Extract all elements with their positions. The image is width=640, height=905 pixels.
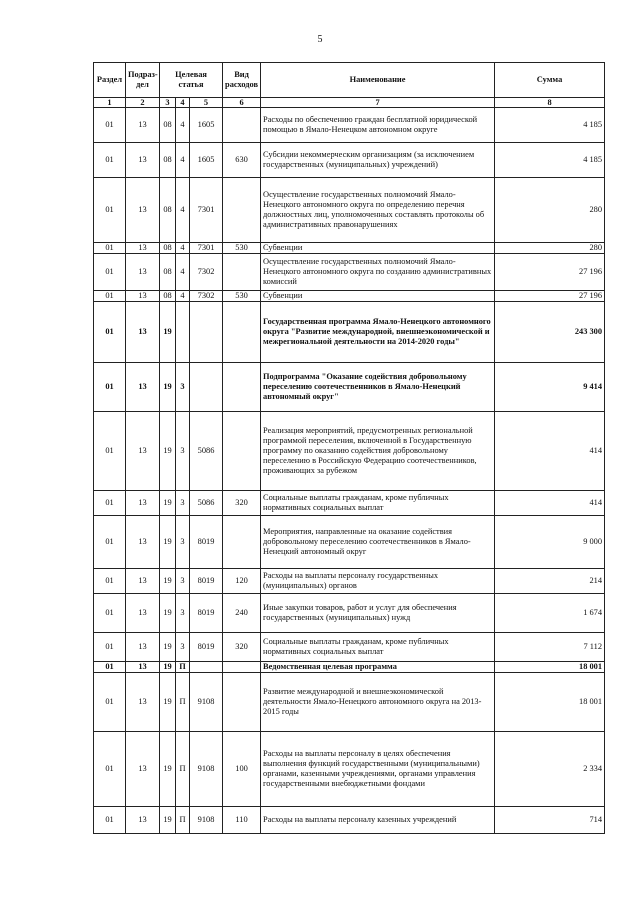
cell-summa: 414 bbox=[495, 412, 605, 491]
cell-podrazdel: 13 bbox=[126, 108, 160, 143]
cell-celevaya-code: 7302 bbox=[190, 254, 223, 291]
column-number: 2 bbox=[126, 98, 160, 108]
cell-celevaya-program: 19 bbox=[160, 633, 176, 662]
cell-celevaya-code: 1605 bbox=[190, 108, 223, 143]
cell-vid-rashodov: 320 bbox=[223, 491, 261, 516]
cell-razdel: 01 bbox=[94, 178, 126, 243]
header-podrazdel: Подраз-дел bbox=[126, 63, 160, 98]
table-row bbox=[94, 633, 605, 662]
table-row bbox=[94, 569, 605, 594]
table-row bbox=[94, 673, 605, 732]
cell-razdel: 01 bbox=[94, 732, 126, 807]
cell-celevaya-subprogram: 3 bbox=[176, 412, 190, 491]
table-row bbox=[94, 807, 605, 834]
cell-naimenovanie: Субсидии некоммерческим организациям (за исключением государственных (муниципальных) учреждений) bbox=[261, 143, 495, 178]
column-number: 1 bbox=[94, 98, 126, 108]
column-number: 3 bbox=[160, 98, 176, 108]
cell-celevaya-code: 9108 bbox=[190, 673, 223, 732]
cell-celevaya-program: 19 bbox=[160, 662, 176, 673]
cell-celevaya-code: 8019 bbox=[190, 594, 223, 633]
cell-vid-rashodov: 240 bbox=[223, 594, 261, 633]
cell-celevaya-program: 19 bbox=[160, 673, 176, 732]
cell-naimenovanie: Реализация мероприятий, предусмотренных региональной программой переселения, включенной в Государственную программу по оказанию содействия добровольному переселению в Российскую Федерацию соотечественников, проживающих за рубежом bbox=[261, 412, 495, 491]
column-number: 8 bbox=[495, 98, 605, 108]
cell-summa: 280 bbox=[495, 178, 605, 243]
cell-podrazdel: 13 bbox=[126, 143, 160, 178]
cell-celevaya-code: 8019 bbox=[190, 516, 223, 569]
cell-naimenovanie: Развитие международной и внешнеэкономической деятельности Ямало-Ненецкого автономного округа на 2013-2015 годы bbox=[261, 673, 495, 732]
cell-celevaya-subprogram: 4 bbox=[176, 243, 190, 254]
cell-celevaya-code: 8019 bbox=[190, 569, 223, 594]
cell-razdel: 01 bbox=[94, 363, 126, 412]
cell-celevaya-code: 5086 bbox=[190, 412, 223, 491]
cell-celevaya-code: 8019 bbox=[190, 633, 223, 662]
column-number: 5 bbox=[190, 98, 223, 108]
cell-summa: 4 185 bbox=[495, 143, 605, 178]
cell-vid-rashodov: 530 bbox=[223, 291, 261, 302]
cell-celevaya-subprogram: 4 bbox=[176, 291, 190, 302]
cell-celevaya-subprogram: П bbox=[176, 662, 190, 673]
cell-summa: 27 196 bbox=[495, 291, 605, 302]
cell-podrazdel: 13 bbox=[126, 732, 160, 807]
table-row bbox=[94, 291, 605, 302]
cell-celevaya-program: 08 bbox=[160, 243, 176, 254]
cell-celevaya-program: 19 bbox=[160, 569, 176, 594]
cell-celevaya-code: 9108 bbox=[190, 732, 223, 807]
cell-celevaya-code: 5086 bbox=[190, 491, 223, 516]
table-row bbox=[94, 108, 605, 143]
cell-celevaya-program: 19 bbox=[160, 491, 176, 516]
cell-celevaya-code: 7301 bbox=[190, 243, 223, 254]
header-vid: Вид расходов bbox=[223, 63, 261, 98]
cell-vid-rashodov: 630 bbox=[223, 143, 261, 178]
cell-celevaya-program: 08 bbox=[160, 291, 176, 302]
cell-naimenovanie: Государственная программа Ямало-Ненецкого автономного округа "Развитие международной, внешнеэкономической и межрегиональной деятельности на 2014-2020 годы" bbox=[261, 302, 495, 363]
table-row bbox=[94, 302, 605, 363]
cell-celevaya-subprogram: 3 bbox=[176, 491, 190, 516]
cell-vid-rashodov: 100 bbox=[223, 732, 261, 807]
cell-celevaya-subprogram: П bbox=[176, 732, 190, 807]
cell-podrazdel: 13 bbox=[126, 594, 160, 633]
column-number-row bbox=[94, 98, 605, 108]
cell-podrazdel: 13 bbox=[126, 569, 160, 594]
cell-celevaya-subprogram: 3 bbox=[176, 633, 190, 662]
table-row bbox=[94, 491, 605, 516]
cell-celevaya-program: 19 bbox=[160, 732, 176, 807]
cell-razdel: 01 bbox=[94, 673, 126, 732]
cell-celevaya-subprogram: 3 bbox=[176, 363, 190, 412]
cell-podrazdel: 13 bbox=[126, 363, 160, 412]
cell-podrazdel: 13 bbox=[126, 516, 160, 569]
cell-celevaya-subprogram: 3 bbox=[176, 569, 190, 594]
cell-razdel: 01 bbox=[94, 516, 126, 569]
cell-celevaya-program: 19 bbox=[160, 302, 176, 363]
cell-razdel: 01 bbox=[94, 594, 126, 633]
header-summa: Сумма bbox=[495, 63, 605, 98]
column-number: 4 bbox=[176, 98, 190, 108]
cell-vid-rashodov bbox=[223, 302, 261, 363]
cell-naimenovanie: Субвенции bbox=[261, 243, 495, 254]
cell-celevaya-code bbox=[190, 662, 223, 673]
cell-summa: 1 674 bbox=[495, 594, 605, 633]
cell-vid-rashodov bbox=[223, 412, 261, 491]
cell-vid-rashodov bbox=[223, 254, 261, 291]
cell-naimenovanie: Расходы на выплаты персоналу в целях обеспечения выполнения функций государственными (муниципальными) органами, казенными учреждениями, органами управления государственными внебюджетными фондами bbox=[261, 732, 495, 807]
cell-celevaya-code: 1605 bbox=[190, 143, 223, 178]
table-body bbox=[94, 108, 605, 834]
cell-razdel: 01 bbox=[94, 302, 126, 363]
cell-summa: 4 185 bbox=[495, 108, 605, 143]
cell-celevaya-code: 7302 bbox=[190, 291, 223, 302]
cell-naimenovanie: Социальные выплаты гражданам, кроме публичных нормативных социальных выплат bbox=[261, 633, 495, 662]
cell-naimenovanie: Осуществление государственных полномочий Ямало-Ненецкого автономного округа по определению перечня должностных лиц, уполномоченных составлять протоколы об административных правонарушениях bbox=[261, 178, 495, 243]
cell-naimenovanie: Мероприятия, направленные на оказание содействия добровольному переселению соотечественников в Ямало-Ненецкий автономный округ bbox=[261, 516, 495, 569]
page-number: 5 bbox=[317, 34, 323, 45]
table-row bbox=[94, 662, 605, 673]
cell-vid-rashodov bbox=[223, 662, 261, 673]
cell-vid-rashodov: 110 bbox=[223, 807, 261, 834]
cell-podrazdel: 13 bbox=[126, 807, 160, 834]
header-celevaya: Целевая статья bbox=[160, 63, 223, 98]
cell-naimenovanie: Осуществление государственных полномочий Ямало-Ненецкого автономного округа по созданию административных комиссий bbox=[261, 254, 495, 291]
cell-celevaya-program: 19 bbox=[160, 363, 176, 412]
cell-naimenovanie: Иные закупки товаров, работ и услуг для обеспечения государственных (муниципальных) нужд bbox=[261, 594, 495, 633]
cell-summa: 9 414 bbox=[495, 363, 605, 412]
table-row bbox=[94, 732, 605, 807]
table-row bbox=[94, 594, 605, 633]
table-row bbox=[94, 363, 605, 412]
cell-celevaya-code: 7301 bbox=[190, 178, 223, 243]
header-row bbox=[94, 63, 605, 98]
cell-naimenovanie: Субвенции bbox=[261, 291, 495, 302]
cell-summa: 2 334 bbox=[495, 732, 605, 807]
cell-celevaya-program: 08 bbox=[160, 108, 176, 143]
table-row bbox=[94, 243, 605, 254]
cell-naimenovanie: Социальные выплаты гражданам, кроме публичных нормативных социальных выплат bbox=[261, 491, 495, 516]
cell-naimenovanie: Расходы на выплаты персоналу государственных (муниципальных) органов bbox=[261, 569, 495, 594]
cell-naimenovanie: Расходы на выплаты персоналу казенных учреждений bbox=[261, 807, 495, 834]
cell-celevaya-subprogram: П bbox=[176, 673, 190, 732]
cell-vid-rashodov: 120 bbox=[223, 569, 261, 594]
cell-podrazdel: 13 bbox=[126, 178, 160, 243]
cell-summa: 280 bbox=[495, 243, 605, 254]
cell-vid-rashodov bbox=[223, 108, 261, 143]
cell-celevaya-subprogram: 3 bbox=[176, 516, 190, 569]
cell-podrazdel: 13 bbox=[126, 662, 160, 673]
cell-razdel: 01 bbox=[94, 243, 126, 254]
cell-razdel: 01 bbox=[94, 491, 126, 516]
cell-celevaya-program: 19 bbox=[160, 594, 176, 633]
cell-celevaya-program: 08 bbox=[160, 254, 176, 291]
cell-vid-rashodov bbox=[223, 363, 261, 412]
cell-podrazdel: 13 bbox=[126, 243, 160, 254]
cell-summa: 9 000 bbox=[495, 516, 605, 569]
cell-vid-rashodov bbox=[223, 673, 261, 732]
cell-razdel: 01 bbox=[94, 633, 126, 662]
cell-razdel: 01 bbox=[94, 569, 126, 594]
cell-naimenovanie: Ведомственная целевая программа bbox=[261, 662, 495, 673]
cell-naimenovanie: Подпрограмма "Оказание содействия добровольному переселению соотечественников в Ямало-Ненецкий автономный округ" bbox=[261, 363, 495, 412]
cell-summa: 27 196 bbox=[495, 254, 605, 291]
cell-summa: 243 300 bbox=[495, 302, 605, 363]
cell-summa: 414 bbox=[495, 491, 605, 516]
cell-podrazdel: 13 bbox=[126, 291, 160, 302]
cell-summa: 214 bbox=[495, 569, 605, 594]
cell-celevaya-code: 9108 bbox=[190, 807, 223, 834]
cell-celevaya-program: 08 bbox=[160, 178, 176, 243]
cell-celevaya-subprogram: П bbox=[176, 807, 190, 834]
cell-razdel: 01 bbox=[94, 143, 126, 178]
cell-celevaya-subprogram bbox=[176, 302, 190, 363]
cell-celevaya-subprogram: 4 bbox=[176, 143, 190, 178]
cell-celevaya-subprogram: 4 bbox=[176, 178, 190, 243]
header-razdel: Раздел bbox=[94, 63, 126, 98]
cell-celevaya-program: 19 bbox=[160, 412, 176, 491]
cell-summa: 7 112 bbox=[495, 633, 605, 662]
cell-razdel: 01 bbox=[94, 662, 126, 673]
cell-podrazdel: 13 bbox=[126, 673, 160, 732]
header-name: Наименование bbox=[261, 63, 495, 98]
cell-vid-rashodov: 530 bbox=[223, 243, 261, 254]
table-row bbox=[94, 143, 605, 178]
table-row bbox=[94, 412, 605, 491]
column-number: 7 bbox=[261, 98, 495, 108]
cell-celevaya-code bbox=[190, 363, 223, 412]
cell-podrazdel: 13 bbox=[126, 412, 160, 491]
cell-vid-rashodov bbox=[223, 178, 261, 243]
column-number: 6 bbox=[223, 98, 261, 108]
budget-table bbox=[93, 62, 605, 834]
cell-summa: 18 001 bbox=[495, 662, 605, 673]
cell-celevaya-subprogram: 4 bbox=[176, 108, 190, 143]
cell-podrazdel: 13 bbox=[126, 491, 160, 516]
cell-razdel: 01 bbox=[94, 291, 126, 302]
cell-podrazdel: 13 bbox=[126, 633, 160, 662]
cell-celevaya-code bbox=[190, 302, 223, 363]
cell-celevaya-program: 19 bbox=[160, 807, 176, 834]
table-row bbox=[94, 178, 605, 243]
table-row bbox=[94, 254, 605, 291]
cell-celevaya-subprogram: 3 bbox=[176, 594, 190, 633]
cell-vid-rashodov: 320 bbox=[223, 633, 261, 662]
cell-razdel: 01 bbox=[94, 807, 126, 834]
cell-vid-rashodov bbox=[223, 516, 261, 569]
cell-razdel: 01 bbox=[94, 108, 126, 143]
cell-celevaya-program: 08 bbox=[160, 143, 176, 178]
cell-podrazdel: 13 bbox=[126, 254, 160, 291]
cell-celevaya-program: 19 bbox=[160, 516, 176, 569]
table-row bbox=[94, 516, 605, 569]
cell-razdel: 01 bbox=[94, 412, 126, 491]
cell-razdel: 01 bbox=[94, 254, 126, 291]
cell-naimenovanie: Расходы по обеспечению граждан бесплатной юридической помощью в Ямало-Ненецком автономном округе bbox=[261, 108, 495, 143]
cell-podrazdel: 13 bbox=[126, 302, 160, 363]
cell-summa: 714 bbox=[495, 807, 605, 834]
cell-summa: 18 001 bbox=[495, 673, 605, 732]
cell-celevaya-subprogram: 4 bbox=[176, 254, 190, 291]
